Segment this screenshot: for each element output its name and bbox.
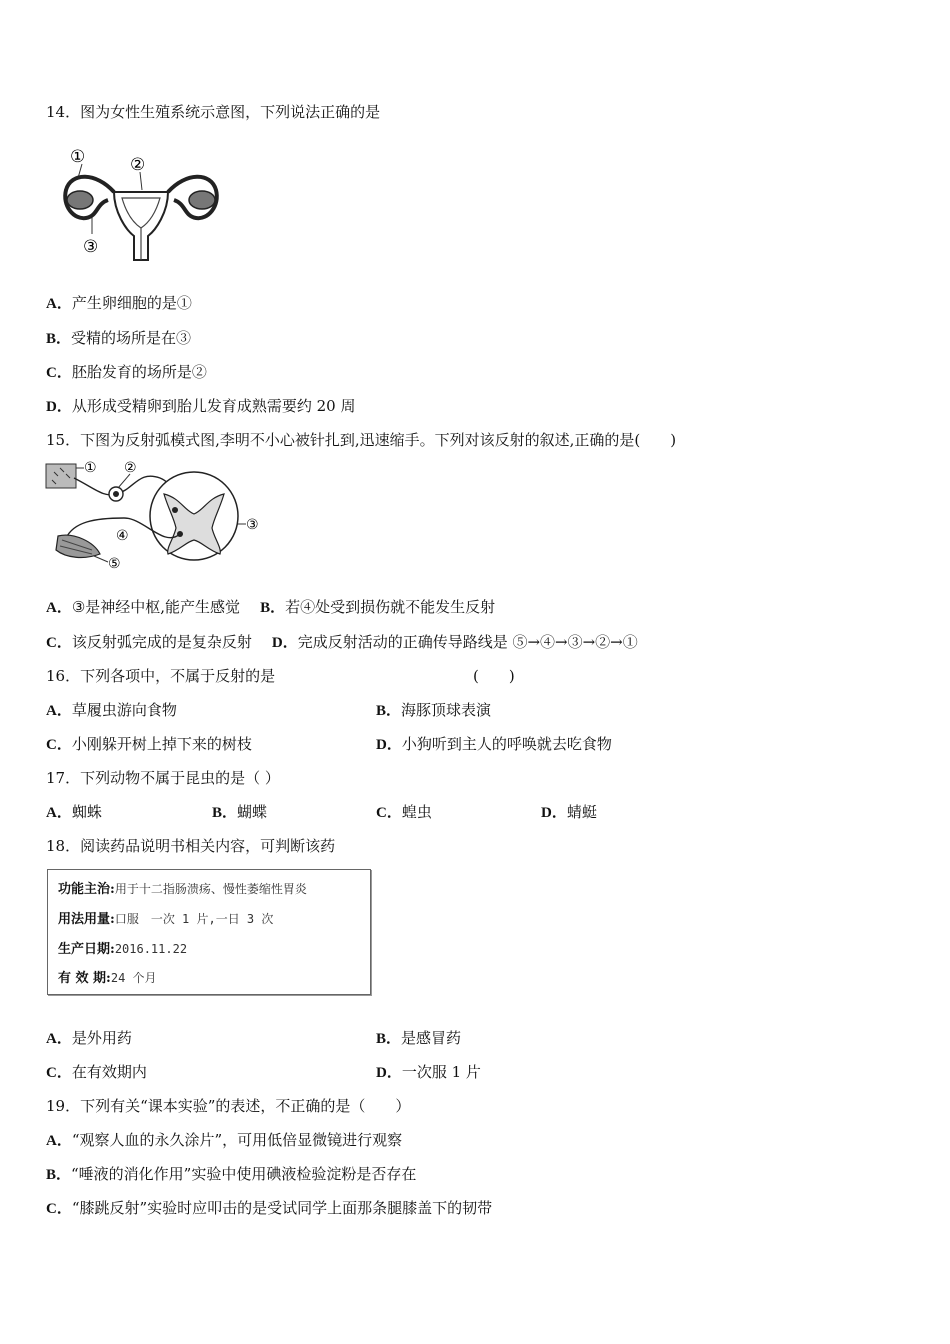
q18-option-a[interactable]: A．是外用药 (46, 1029, 132, 1047)
q17-option-c[interactable]: C．蝗虫 (376, 803, 432, 821)
q18-stem: 18．阅读药品说明书相关内容，可判断该药 (46, 837, 336, 855)
q14-option-d[interactable]: D．从形成受精卵到胎儿发育成熟需要约 20 周 (46, 397, 356, 415)
reflex-arc-diagram (44, 458, 266, 573)
q16-option-a[interactable]: A．草履虫游向食物 (46, 701, 177, 719)
q15-option-d[interactable]: D．完成反射活动的正确传导路线是 ⑤→④→③→②→① (271, 633, 638, 651)
q18-option-b[interactable]: B．是感冒药 (376, 1029, 462, 1047)
q17-option-a[interactable]: A．蜘蛛 (46, 803, 102, 821)
rx-row-production-date: 生产日期:2016.11.22 (58, 942, 188, 957)
reflex-label-2: ② (124, 460, 137, 476)
q15-option-b[interactable]: B．若④处受到损伤就不能发生反射 (260, 598, 496, 616)
drug-instruction-label (47, 869, 371, 995)
reflex-label-3: ③ (246, 517, 259, 533)
q17-option-b[interactable]: B．蝴蝶 (212, 803, 268, 821)
q16-option-b[interactable]: B．海豚顶球表演 (376, 701, 492, 719)
q14-stem: 14．图为女性生殖系统示意图，下列说法正确的是 (46, 103, 381, 121)
q15-option-c[interactable]: C．该反射弧完成的是复杂反射 (46, 633, 252, 651)
diagram-label-2: ② (130, 155, 146, 175)
q17-stem: 17．下列动物不属于昆虫的是（ ） (46, 769, 280, 787)
rx-row-indication: 功能主治:用于十二指肠溃疡、慢性萎缩性胃炎 (58, 882, 307, 897)
q19-option-a[interactable]: A．“观察人血的永久涂片”，可用低倍显微镜进行观察 (46, 1131, 403, 1149)
q18-option-d[interactable]: D．一次服 1 片 (376, 1063, 481, 1081)
reflex-label-5: ⑤ (108, 556, 121, 572)
reflex-label-4: ④ (116, 528, 129, 544)
reflex-label-1: ① (84, 460, 97, 476)
q15-stem: 15．下图为反射弧模式图,李明不小心被针扎到,迅速缩手。下列对该反射的叙述,正确的是( ) (46, 431, 677, 449)
female-reproductive-system-diagram (56, 142, 226, 267)
q16-option-c[interactable]: C．小刚躲开树上掉下来的树枝 (46, 735, 252, 753)
q18-option-c[interactable]: C．在有效期内 (46, 1063, 147, 1081)
q15-option-a[interactable]: A．③是神经中枢,能产生感觉 (46, 598, 241, 616)
q14-option-b[interactable]: B．受精的场所是在③ (46, 329, 192, 347)
q16-stem: 16．下列各项中，不属于反射的是 (46, 667, 276, 685)
q16-answer-paren: ( ) (473, 667, 515, 685)
rx-row-dosage: 用法用量:口服 一次 1 片,一日 3 次 (58, 912, 274, 927)
q19-option-c[interactable]: C．“膝跳反射”实验时应叩击的是受试同学上面那条腿膝盖下的韧带 (46, 1199, 493, 1217)
diagram-label-3: ③ (83, 237, 99, 257)
q15-options-row-1 (46, 597, 495, 618)
q14-option-a[interactable]: A．产生卵细胞的是① (46, 294, 192, 312)
diagram-label-1: ① (70, 147, 86, 167)
rx-row-validity: 有 效 期:24 个月 (58, 971, 157, 986)
q19-option-b[interactable]: B．“唾液的消化作用”实验中使用碘液检验淀粉是否存在 (46, 1165, 417, 1183)
q15-options-row-2 (46, 632, 638, 653)
q14-option-c[interactable]: C．胚胎发育的场所是② (46, 363, 207, 381)
q19-stem: 19．下列有关“课本实验”的表述，不正确的是（ ） (46, 1097, 411, 1115)
q17-option-d[interactable]: D．蜻蜓 (541, 803, 597, 821)
q16-option-d[interactable]: D．小狗听到主人的呼唤就去吃食物 (376, 735, 612, 753)
